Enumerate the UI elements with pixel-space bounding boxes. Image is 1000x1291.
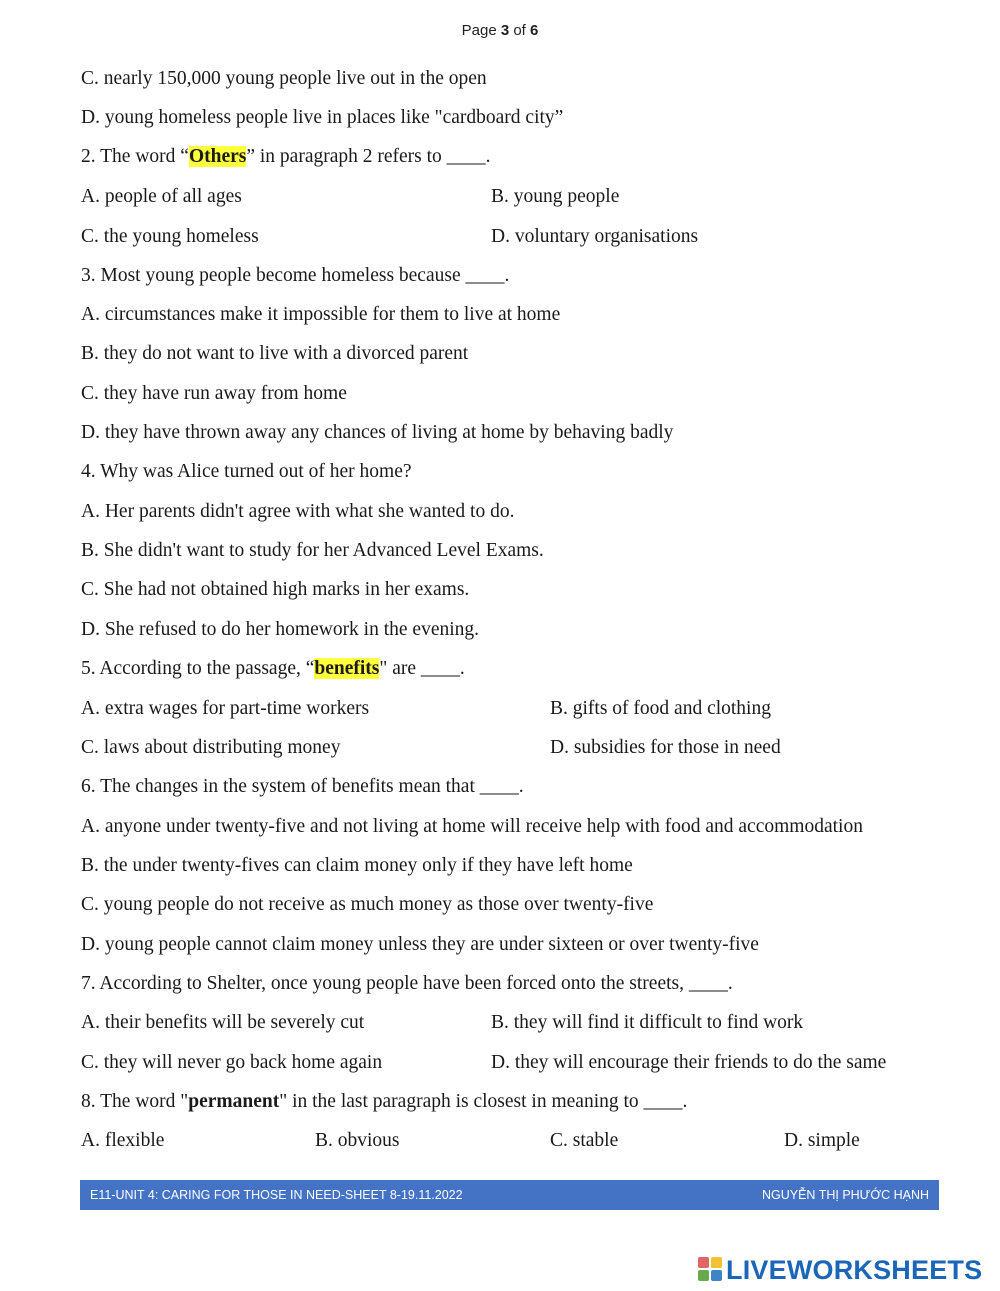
q6-option-d: D. young people cannot claim money unless they are under sixteen or over twenty-five — [81, 934, 759, 955]
question-3: 3. Most young people become homeless because ____. — [81, 265, 510, 286]
q7-option-b: B. they will find it difficult to find work — [491, 1012, 804, 1033]
liveworksheets-wordmark: LIVEWORKSHEETS — [726, 1255, 983, 1285]
q4-option-c: C. She had not obtained high marks in her exams. — [81, 579, 470, 600]
page-number: Page 3 of 6 — [461, 22, 539, 39]
q8-option-c: C. stable — [550, 1130, 619, 1151]
q5-option-a: A. extra wages for part-time workers — [81, 698, 370, 719]
q7-option-c: C. they will never go back home again — [81, 1052, 383, 1073]
q7-option-d: D. they will encourage their friends to do the same — [491, 1052, 887, 1073]
question-4: 4. Why was Alice turned out of her home? — [81, 461, 412, 482]
highlight-others: Others — [188, 146, 247, 167]
q8-option-a: A. flexible — [81, 1130, 165, 1151]
q1-option-d: D. young homeless people live in places like "cardboard city” — [81, 107, 564, 128]
q2-option-d: D. voluntary organisations — [491, 226, 699, 247]
q5-option-b: B. gifts of food and clothing — [550, 698, 771, 719]
q3-option-d: D. they have thrown away any chances of living at home by behaving badly — [81, 422, 674, 443]
q4-option-b: B. She didn't want to study for her Advanced Level Exams. — [81, 540, 544, 561]
q8-option-d: D. simple — [784, 1130, 860, 1151]
q3-option-c: C. they have run away from home — [81, 383, 347, 404]
question-7: 7. According to Shelter, once young people have been forced onto the streets, ____. — [81, 973, 733, 994]
q5-option-c: C. laws about distributing money — [81, 737, 341, 758]
q4-option-d: D. She refused to do her homework in the evening. — [81, 619, 480, 640]
liveworksheets-logo-icon — [698, 1257, 724, 1283]
question-6: 6. The changes in the system of benefits mean that ____. — [81, 776, 524, 797]
q1-option-c: C. nearly 150,000 young people live out in the open — [81, 68, 487, 89]
footer-bar — [80, 1180, 939, 1210]
footer-title: E11-UNIT 4: CARING FOR THOSE IN NEED-SHEET 8-19.11.2022 — [90, 1188, 463, 1202]
question-8: 8. The word "permanent" in the last paragraph is closest in meaning to ____. — [81, 1091, 688, 1112]
q6-option-a: A. anyone under twenty-five and not living at home will receive help with food and accommodation — [81, 816, 863, 837]
footer-author: NGUYỄN THỊ PHƯỚC HẠNH — [761, 1188, 929, 1202]
liveworksheets-brand[interactable] — [698, 1254, 994, 1286]
q6-option-b: B. the under twenty-fives can claim money only if they have left home — [81, 855, 633, 876]
bold-permanent: permanent — [188, 1091, 280, 1112]
q8-option-b: B. obvious — [315, 1130, 400, 1151]
q3-option-b: B. they do not want to live with a divorced parent — [81, 343, 469, 364]
q2-option-c: C. the young homeless — [81, 226, 259, 247]
q5-option-d: D. subsidies for those in need — [550, 737, 781, 758]
q2-option-b: B. young people — [491, 186, 620, 207]
q4-option-a: A. Her parents didn't agree with what she wanted to do. — [81, 501, 515, 522]
question-2: 2. The word “Others” in paragraph 2 refers to ____. — [81, 146, 491, 167]
q2-option-a: A. people of all ages — [81, 186, 242, 207]
highlight-benefits: benefits — [314, 658, 380, 679]
q6-option-c: C. young people do not receive as much money as those over twenty-five — [81, 894, 654, 915]
q3-option-a: A. circumstances make it impossible for them to live at home — [81, 304, 561, 325]
question-5: 5. According to the passage, “benefits" are ____. — [81, 658, 465, 679]
q7-option-a: A. their benefits will be severely cut — [81, 1012, 365, 1033]
